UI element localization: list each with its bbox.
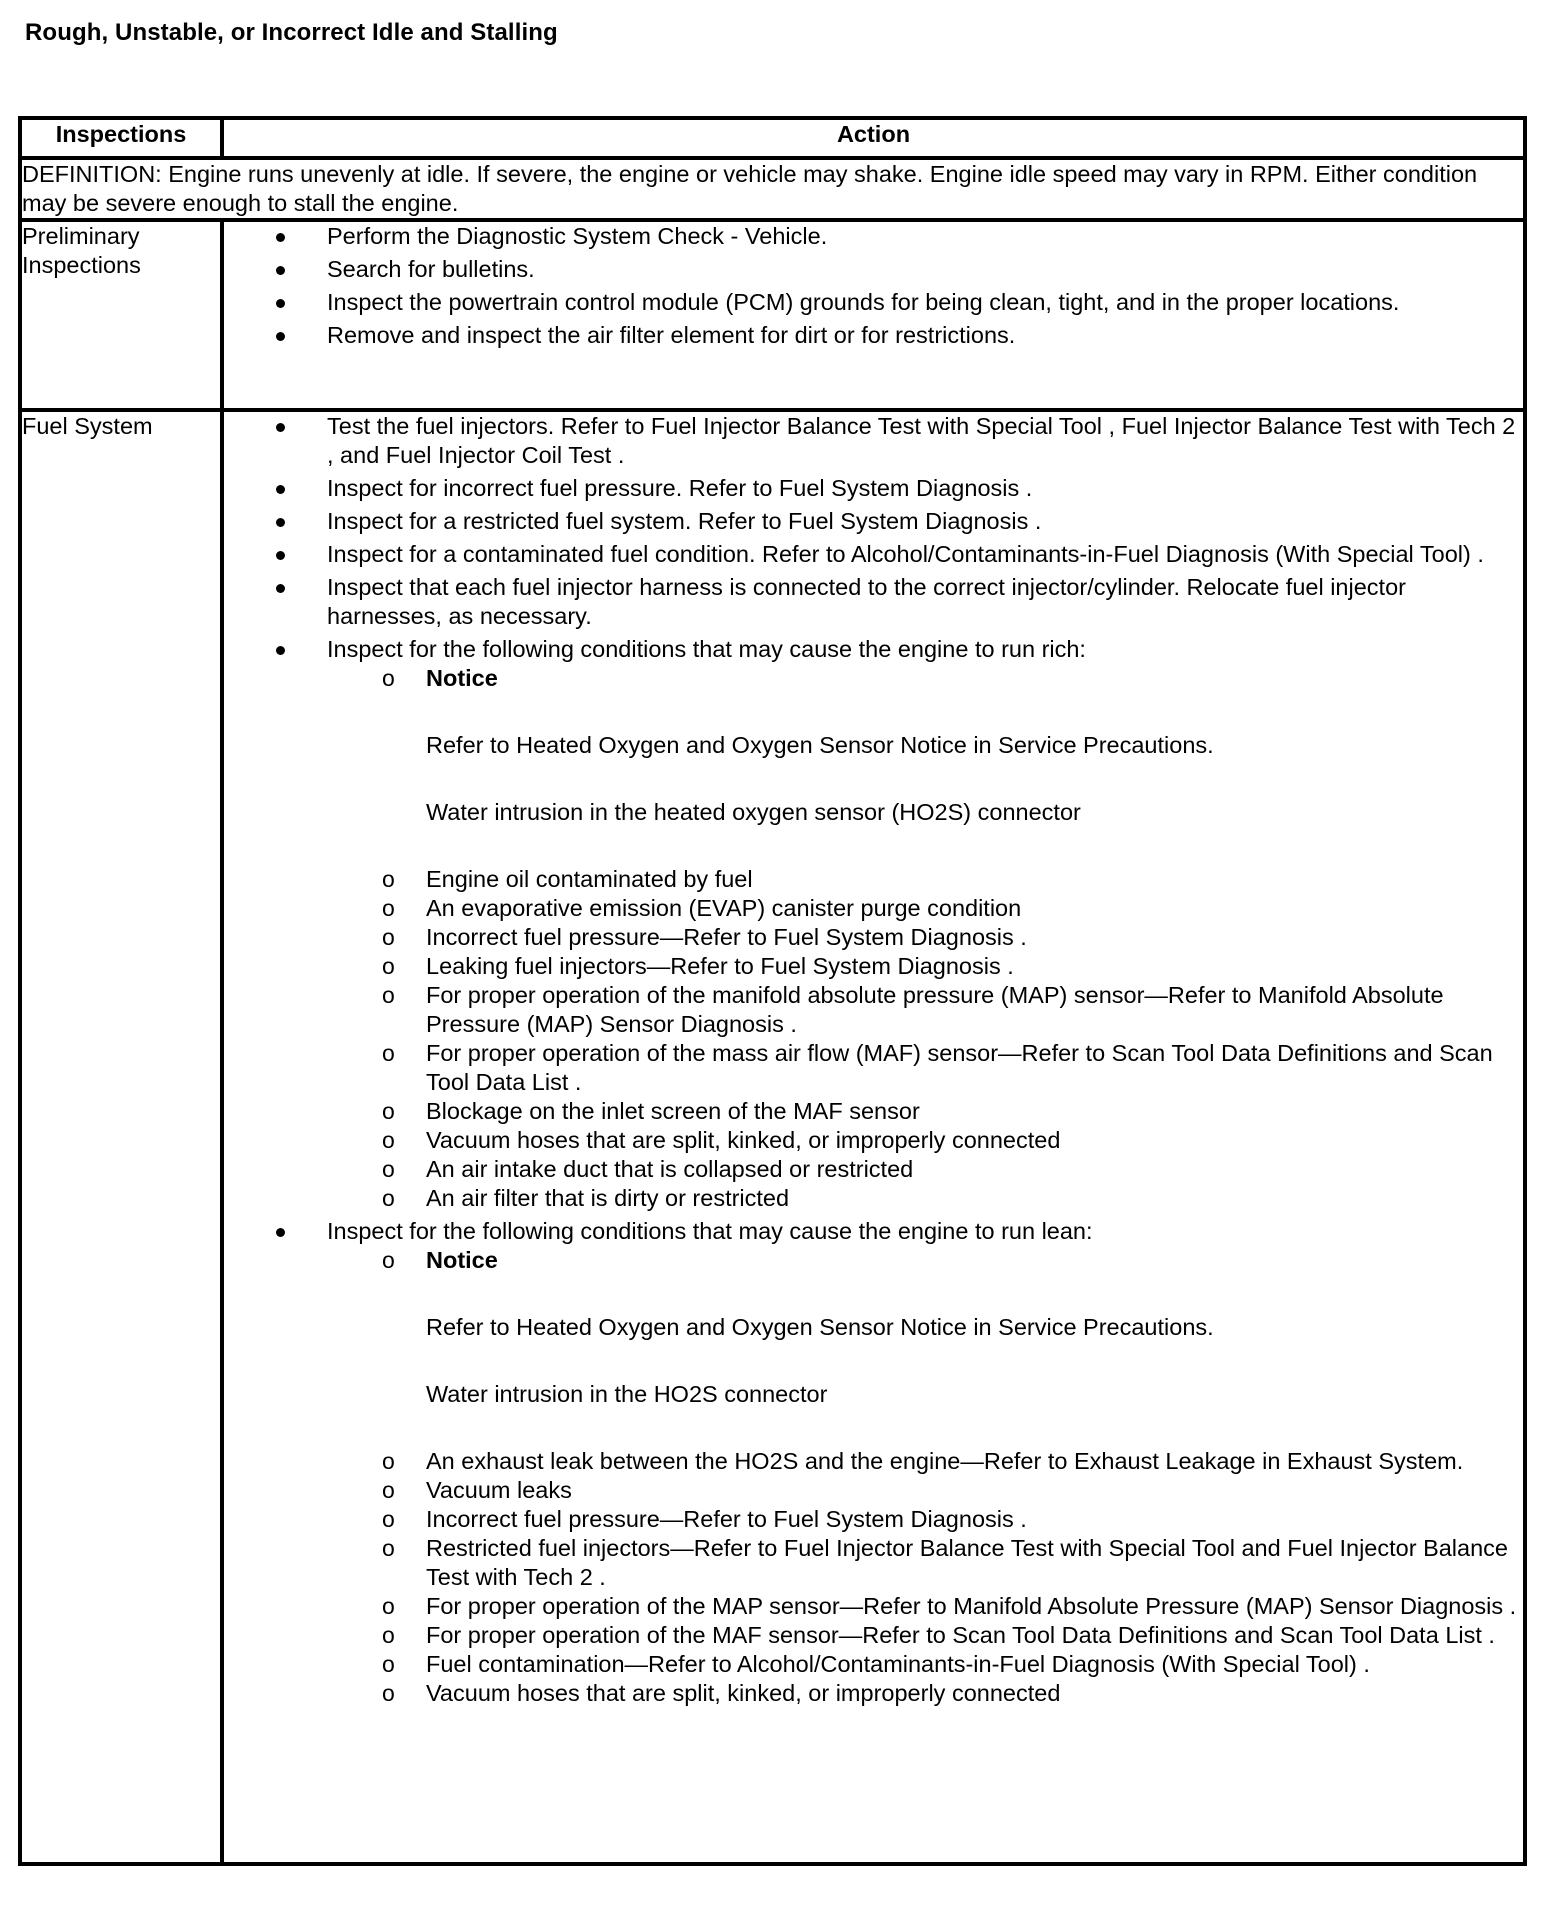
sub-list-item bbox=[327, 1621, 1523, 1650]
bullet-icon bbox=[276, 485, 285, 494]
sub-list-item bbox=[327, 1650, 1523, 1679]
action-cell bbox=[222, 220, 1525, 410]
bullet-icon bbox=[276, 584, 285, 593]
diagnosis-table bbox=[18, 116, 1527, 1866]
sub-list-item-text: Leaking fuel injectors—Refer to Fuel System Diagnosis . bbox=[426, 953, 1014, 979]
circle-bullet-icon: o bbox=[382, 1098, 395, 1124]
list-item-text: Inspect that each fuel injector harness is connected to the correct injector/cylinder. Relocate fuel injector harnesses, as necessary. bbox=[327, 574, 1406, 629]
sub-list-item-text: Vacuum leaks bbox=[426, 1477, 572, 1503]
list-item-rich bbox=[224, 635, 1523, 1213]
list-item bbox=[224, 288, 1523, 317]
circle-bullet-icon: o bbox=[382, 1185, 395, 1211]
list-item-text: Inspect for a restricted fuel system. Refer to Fuel System Diagnosis . bbox=[327, 508, 1042, 534]
sub-list-item bbox=[327, 1126, 1523, 1155]
sub-list-item-text: An evaporative emission (EVAP) canister purge condition bbox=[426, 895, 1022, 921]
list-item bbox=[224, 321, 1523, 350]
circle-bullet-icon: o bbox=[382, 866, 395, 892]
bullet-icon bbox=[276, 332, 285, 341]
circle-bullet-icon: o bbox=[382, 982, 395, 1008]
circle-bullet-icon: o bbox=[382, 1477, 395, 1503]
notice-item: Water intrusion in the HO2S connector bbox=[426, 1381, 828, 1407]
definition-text: DEFINITION: Engine runs unevenly at idle. If severe, the engine or vehicle may shake. Engine idle speed may vary in RPM. Either condition may be severe enough to stall the engine. bbox=[20, 158, 1525, 220]
bullet-icon bbox=[276, 423, 285, 432]
sub-list-item-notice bbox=[327, 1246, 1523, 1409]
inspection-name: Preliminary Inspections bbox=[20, 220, 222, 410]
circle-bullet-icon: o bbox=[382, 1247, 395, 1273]
list-item bbox=[224, 573, 1523, 631]
circle-bullet-icon: o bbox=[382, 665, 395, 691]
list-item bbox=[224, 255, 1523, 284]
bullet-icon bbox=[276, 646, 285, 655]
page-title: Rough, Unstable, or Incorrect Idle and Stalling bbox=[25, 19, 558, 46]
bullet-icon bbox=[276, 1228, 285, 1237]
circle-bullet-icon: o bbox=[382, 953, 395, 979]
bullet-icon bbox=[276, 551, 285, 560]
list-item-text: Inspect for the following conditions that may cause the engine to run rich: bbox=[327, 636, 1086, 662]
sub-list-item bbox=[327, 1592, 1523, 1621]
circle-bullet-icon: o bbox=[382, 924, 395, 950]
sub-list-item-text: For proper operation of the MAF sensor—Refer to Scan Tool Data Definitions and Scan Tool Data List . bbox=[426, 1622, 1495, 1648]
notice-text: Refer to Heated Oxygen and Oxygen Sensor Notice in Service Precautions. bbox=[426, 1314, 1214, 1340]
list-item-text: Inspect for incorrect fuel pressure. Refer to Fuel System Diagnosis . bbox=[327, 475, 1033, 501]
sub-list-item bbox=[327, 1447, 1523, 1476]
circle-bullet-icon: o bbox=[382, 1448, 395, 1474]
bullet-icon bbox=[276, 299, 285, 308]
sub-list-item bbox=[327, 1184, 1523, 1213]
circle-bullet-icon: o bbox=[382, 1127, 395, 1153]
sub-list-item bbox=[327, 1534, 1523, 1592]
list-item-text: Search for bulletins. bbox=[327, 256, 535, 282]
inspection-name: Fuel System bbox=[20, 410, 222, 1864]
inspections-header: Inspections bbox=[20, 118, 222, 158]
sub-list-item-notice bbox=[327, 664, 1523, 827]
action-header: Action bbox=[222, 118, 1525, 158]
circle-bullet-icon: o bbox=[382, 1040, 395, 1066]
sub-list-item-text: Vacuum hoses that are split, kinked, or improperly connected bbox=[426, 1680, 1061, 1706]
sub-list-item-text: Engine oil contaminated by fuel bbox=[426, 866, 753, 892]
definition-row bbox=[20, 158, 1525, 220]
sub-list-item bbox=[327, 865, 1523, 894]
notice-item: Water intrusion in the heated oxygen sensor (HO2S) connector bbox=[426, 799, 1081, 825]
sub-list-item-text: Fuel contamination—Refer to Alcohol/Contaminants-in-Fuel Diagnosis (With Special Tool) . bbox=[426, 1651, 1370, 1677]
sub-list-item-text: For proper operation of the mass air flow (MAF) sensor—Refer to Scan Tool Data Definitions and Scan Tool Data List . bbox=[426, 1040, 1493, 1095]
circle-bullet-icon: o bbox=[382, 1506, 395, 1532]
sub-list-item-text: An air filter that is dirty or restricted bbox=[426, 1185, 790, 1211]
list-item bbox=[224, 474, 1523, 503]
sub-list-item bbox=[327, 1039, 1523, 1097]
notice-title: Notice bbox=[426, 1247, 498, 1273]
sub-list-item bbox=[327, 1155, 1523, 1184]
list-item-text: Inspect the powertrain control module (PCM) grounds for being clean, tight, and in the proper locations. bbox=[327, 289, 1400, 315]
sub-list-item-text: For proper operation of the MAP sensor—Refer to Manifold Absolute Pressure (MAP) Sensor Diagnosis . bbox=[426, 1593, 1517, 1619]
sub-list-item-text: Restricted fuel injectors—Refer to Fuel Injector Balance Test with Special Tool and Fuel Injector Balance Test with Tech 2 . bbox=[426, 1535, 1508, 1590]
circle-bullet-icon: o bbox=[382, 1680, 395, 1706]
notice-text: Refer to Heated Oxygen and Oxygen Sensor Notice in Service Precautions. bbox=[426, 732, 1214, 758]
sub-list-item-text: An air intake duct that is collapsed or restricted bbox=[426, 1156, 914, 1182]
sub-list-item-text: Incorrect fuel pressure—Refer to Fuel System Diagnosis . bbox=[426, 924, 1027, 950]
sub-list-item bbox=[327, 923, 1523, 952]
list-item-text: Remove and inspect the air filter element for dirt or for restrictions. bbox=[327, 322, 1016, 348]
circle-bullet-icon: o bbox=[382, 1622, 395, 1648]
bullet-list bbox=[224, 222, 1523, 350]
list-item bbox=[224, 507, 1523, 536]
table-row-preliminary bbox=[20, 220, 1525, 410]
list-item-text: Perform the Diagnostic System Check - Vehicle. bbox=[327, 223, 828, 249]
list-item-text: Inspect for the following conditions that may cause the engine to run lean: bbox=[327, 1218, 1093, 1244]
list-item-lean bbox=[224, 1217, 1523, 1708]
bullet-icon bbox=[276, 518, 285, 527]
sub-list-item-text: An exhaust leak between the HO2S and the engine—Refer to Exhaust Leakage in Exhaust System. bbox=[426, 1448, 1464, 1474]
sub-list-item-text: Blockage on the inlet screen of the MAF sensor bbox=[426, 1098, 920, 1124]
header-row bbox=[20, 118, 1525, 158]
sub-list-item bbox=[327, 1505, 1523, 1534]
bullet-icon bbox=[276, 266, 285, 275]
circle-bullet-icon: o bbox=[382, 1156, 395, 1182]
list-item-text: Test the fuel injectors. Refer to Fuel Injector Balance Test with Special Tool , Fuel Injector Balance Test with Tech 2 , and Fuel Injector Coil Test . bbox=[327, 413, 1516, 468]
sub-list-item-text: Vacuum hoses that are split, kinked, or improperly connected bbox=[426, 1127, 1061, 1153]
circle-bullet-icon: o bbox=[382, 895, 395, 921]
sub-list-item-text: For proper operation of the manifold absolute pressure (MAP) sensor—Refer to Manifold Absolute Pressure (MAP) Sensor Diagnosis . bbox=[426, 982, 1444, 1037]
list-item bbox=[224, 540, 1523, 569]
circle-bullet-icon: o bbox=[382, 1651, 395, 1677]
list-item bbox=[224, 412, 1523, 470]
sub-list-rich bbox=[327, 664, 1523, 1213]
bullet-list bbox=[224, 412, 1523, 1708]
sub-list-item-text: Incorrect fuel pressure—Refer to Fuel System Diagnosis . bbox=[426, 1506, 1027, 1532]
bullet-icon bbox=[276, 233, 285, 242]
sub-list-item bbox=[327, 1476, 1523, 1505]
sub-list-item bbox=[327, 981, 1523, 1039]
notice-title: Notice bbox=[426, 665, 498, 691]
sub-list-lean bbox=[327, 1246, 1523, 1708]
sub-list-item bbox=[327, 1097, 1523, 1126]
sub-list-item bbox=[327, 952, 1523, 981]
list-item bbox=[224, 222, 1523, 251]
action-cell bbox=[222, 410, 1525, 1864]
circle-bullet-icon: o bbox=[382, 1593, 395, 1619]
list-item-text: Inspect for a contaminated fuel condition. Refer to Alcohol/Contaminants-in-Fuel Diagnosis (With Special Tool) . bbox=[327, 541, 1484, 567]
sub-list-item bbox=[327, 1679, 1523, 1708]
table-row-fuel-system bbox=[20, 410, 1525, 1864]
circle-bullet-icon: o bbox=[382, 1535, 395, 1561]
sub-list-item bbox=[327, 894, 1523, 923]
